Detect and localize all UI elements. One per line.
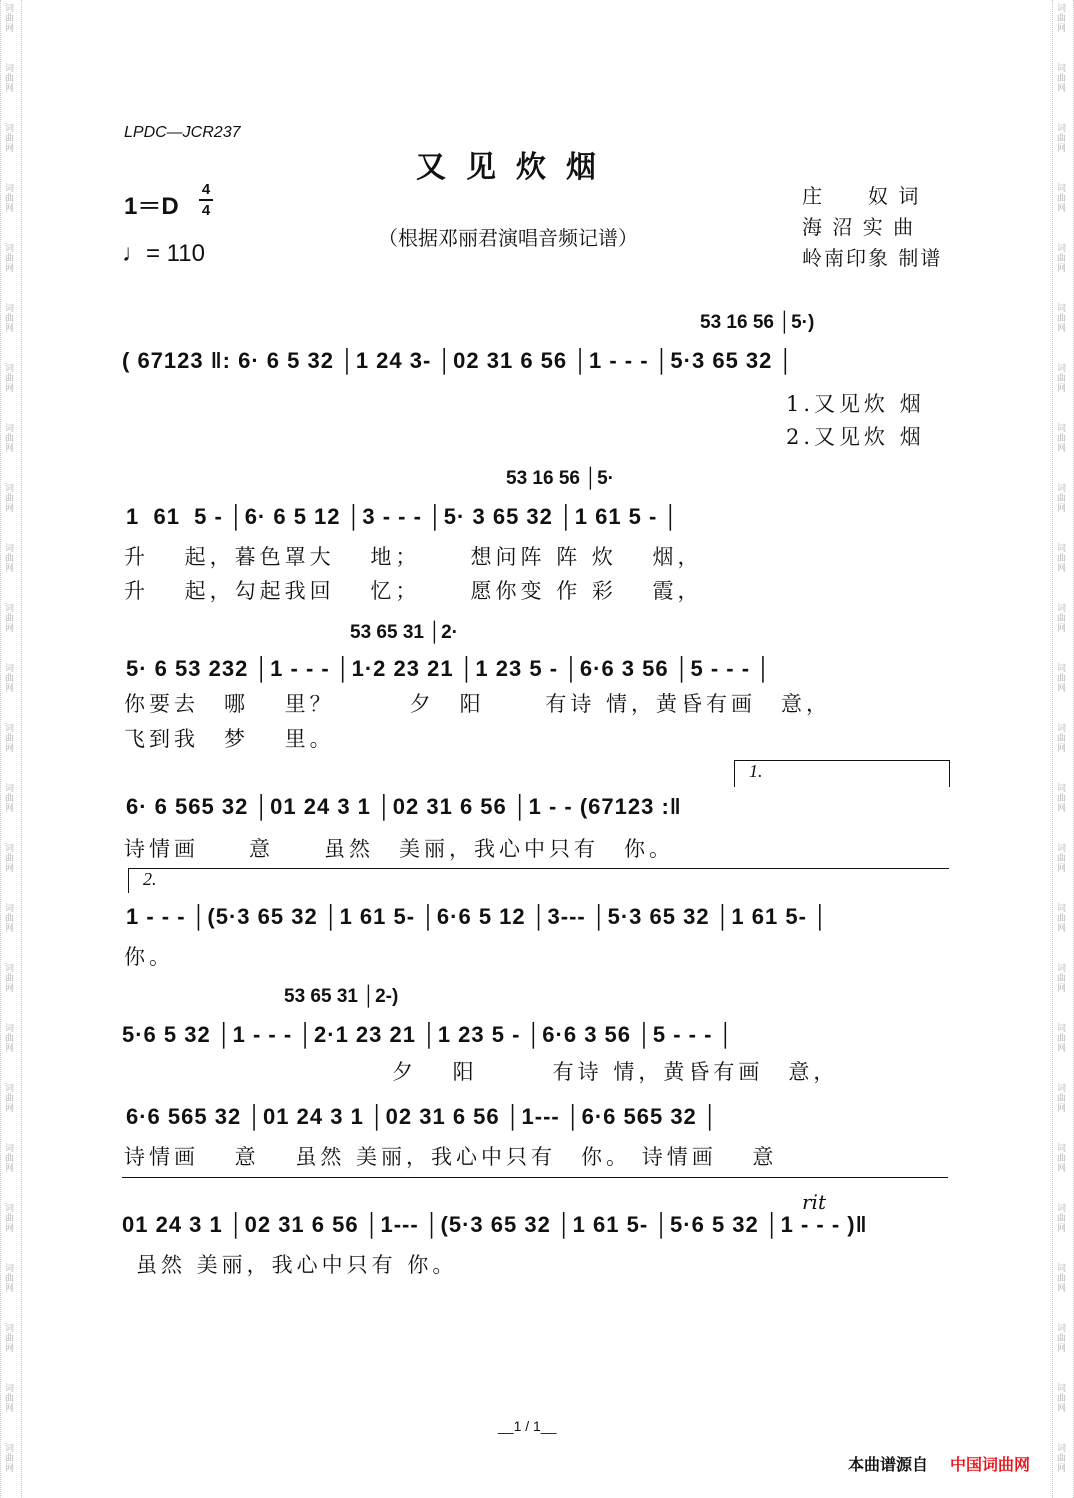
watermark-mark: 词 曲 网 — [1057, 604, 1067, 634]
watermark-mark: 词 曲 网 — [1057, 844, 1067, 874]
arranger-credit: 岭南印象 制谱 — [802, 246, 943, 270]
watermark-mark: 词 曲 网 — [1057, 64, 1067, 94]
score-code: LPDC—JCR237 — [124, 124, 241, 141]
watermark-mark: 词 曲 网 — [5, 544, 15, 574]
right-watermark-strip — [1052, 0, 1074, 1498]
page-number-text: 1 / 1 — [513, 1418, 541, 1434]
first-ending-number: 1. — [749, 761, 763, 781]
watermark-mark: 词 曲 网 — [1057, 1024, 1067, 1054]
row4-lyric: 诗情画 意 虽然 美丽，我心中只有 你。 — [124, 837, 674, 861]
row2-notes: 1 61 5 - │6· 6 5 12 │3 - - - │5· 3 65 32 │1 61 5 - │ — [126, 504, 680, 529]
time-sig-bar — [199, 199, 213, 201]
row6-notes: 5·6 5 32 │1 - - - │2·1 23 21 │1 23 5 - │6·6 3 56 │5 - - - │ — [122, 1022, 735, 1047]
watermark-mark: 词 曲 网 — [5, 1204, 15, 1234]
watermark-mark: 词 曲 网 — [5, 484, 15, 514]
time-sig-bottom: 4 — [201, 202, 211, 219]
watermark-mark: 词 曲 网 — [1057, 1144, 1067, 1174]
watermark-mark: 词 曲 网 — [1057, 304, 1067, 334]
watermark-mark: 词 曲 网 — [1057, 1084, 1067, 1114]
watermark-mark: 词 曲 网 — [1057, 1384, 1067, 1414]
watermark-mark: 词 曲 网 — [5, 304, 15, 334]
time-signature — [196, 181, 216, 219]
watermark-mark: 词 曲 网 — [1057, 364, 1067, 394]
left-watermark-strip — [0, 0, 22, 1498]
second-ending-number: 2. — [143, 869, 157, 889]
row1-lyric-verse1: 1.又见炊 烟 — [786, 392, 925, 416]
watermark-mark: 词 曲 网 — [1057, 784, 1067, 814]
watermark-mark: 词 曲 网 — [1057, 4, 1067, 34]
watermark-mark: 词 曲 网 — [1057, 1324, 1067, 1354]
watermark-mark: 词 曲 网 — [5, 424, 15, 454]
watermark-mark: 词 曲 网 — [5, 904, 15, 934]
watermark-mark: 词 曲 网 — [1057, 1264, 1067, 1294]
watermark-mark: 词 曲 网 — [5, 1084, 15, 1114]
row7-lyric: 诗情画 意 虽然 美丽，我心中只有 你。 诗情画 意 — [124, 1145, 778, 1169]
row6-lyric: 夕 阳 有诗 情，黄昏有画 意， — [392, 1060, 839, 1084]
watermark-mark: 词 曲 网 — [1057, 544, 1067, 574]
watermark-mark: 词 曲 网 — [5, 64, 15, 94]
row1-notes: ( 67123 ‖: 6· 6 5 32 │1 24 3- │02 31 6 56 │1 - - - │5·3 65 32 │ — [122, 348, 795, 373]
row4-notes: 6· 6 565 32 │01 24 3 1 │02 31 6 56 │1 - - (67123 :‖ — [126, 794, 682, 819]
row3-lyric-verse2: 飞到我 梦 里。 — [124, 727, 335, 751]
row8-notes: 01 24 3 1 │02 31 6 56 │1--- │(5·3 65 32 │1 61 5- │5·6 5 32 │1 - - - )‖ — [122, 1212, 868, 1237]
tempo-marking: ♩= 110 — [122, 240, 205, 267]
watermark-mark: 词 曲 网 — [5, 1324, 15, 1354]
row5-notes: 1 - - - │(5·3 65 32 │1 61 5- │6·6 5 12 │3--- │5·3 65 32 │1 61 5- │ — [126, 904, 829, 929]
rit-rule-line — [122, 1177, 948, 1178]
watermark-mark: 词 曲 网 — [1057, 124, 1067, 154]
watermark-mark: 词 曲 网 — [5, 604, 15, 634]
row2-lyric-verse1: 升 起，暮色罩大 地； 想问阵 阵 炊 烟， — [124, 545, 703, 569]
watermark-mark: 词 曲 网 — [1057, 1204, 1067, 1234]
watermark-mark: 词 曲 网 — [1057, 664, 1067, 694]
row8-lyric: 虽然 美丽，我心中只有 你。 — [136, 1253, 458, 1277]
watermark-mark: 词 曲 网 — [1057, 1444, 1067, 1474]
watermark-mark: 词 曲 网 — [1057, 964, 1067, 994]
key-signature: 1＝D — [124, 193, 179, 220]
time-sig-top: 4 — [201, 181, 211, 198]
source-label: 本曲谱源自 — [848, 1455, 929, 1474]
page-number: __1 / 1__ — [498, 1418, 557, 1434]
rit-marking: rit — [802, 1190, 826, 1214]
second-ending-bracket — [128, 868, 949, 893]
lyricist-credit: 庄 奴 词 — [802, 184, 921, 208]
watermark-mark: 词 曲 网 — [1057, 904, 1067, 934]
source-site-link[interactable]: 中国词曲网 — [950, 1455, 1031, 1474]
watermark-mark: 词 曲 网 — [5, 184, 15, 214]
watermark-mark: 词 曲 网 — [1057, 184, 1067, 214]
row7-notes: 6·6 565 32 │01 24 3 1 │02 31 6 56 │1--- │6·6 565 32 │ — [126, 1104, 719, 1129]
watermark-mark: 词 曲 网 — [5, 1024, 15, 1054]
watermark-mark: 词 曲 网 — [1057, 244, 1067, 274]
subtitle: （根据邓丽君演唱音频记谱） — [378, 226, 638, 250]
watermark-mark: 词 曲 网 — [1057, 724, 1067, 754]
row2-above-notes: 53 16 56 │5· — [506, 468, 615, 489]
row6-above-notes: 53 65 31 │2-) — [284, 986, 399, 1007]
watermark-mark: 词 曲 网 — [5, 244, 15, 274]
row3-lyric-verse1: 你要去 哪 里？ 夕 阳 有诗 情，黄昏有画 意， — [124, 692, 832, 716]
watermark-mark: 词 曲 网 — [1057, 484, 1067, 514]
watermark-mark: 词 曲 网 — [5, 784, 15, 814]
row1-above-notes: 53 16 56 │5·) — [700, 312, 815, 333]
row5-lyric: 你。 — [124, 945, 174, 969]
row1-lyric-verse2: 2.又见炊 烟 — [786, 425, 925, 449]
row3-above-notes: 53 65 31 │2· — [350, 622, 459, 643]
watermark-mark: 词 曲 网 — [5, 724, 15, 754]
watermark-mark: 词 曲 网 — [5, 124, 15, 154]
composer-credit: 海 沼 实 曲 — [802, 215, 916, 239]
row2-lyric-verse2: 升 起，勾起我回 忆； 愿你变 作 彩 霞， — [124, 579, 703, 603]
score-title: 又见炊烟 — [416, 150, 616, 185]
watermark-mark: 词 曲 网 — [5, 4, 15, 34]
watermark-mark: 词 曲 网 — [5, 364, 15, 394]
first-ending-bracket — [734, 760, 950, 787]
watermark-mark: 词 曲 网 — [5, 1264, 15, 1294]
watermark-mark: 词 曲 网 — [5, 1384, 15, 1414]
watermark-mark: 词 曲 网 — [5, 1144, 15, 1174]
row3-notes: 5· 6 53 232 │1 - - - │1·2 23 21 │1 23 5 - │6·6 3 56 │5 - - - │ — [126, 656, 772, 681]
watermark-mark: 词 曲 网 — [5, 664, 15, 694]
watermark-mark: 词 曲 网 — [5, 964, 15, 994]
watermark-mark: 词 曲 网 — [5, 844, 15, 874]
watermark-mark: 词 曲 网 — [1057, 424, 1067, 454]
watermark-mark: 词 曲 网 — [5, 1444, 15, 1474]
